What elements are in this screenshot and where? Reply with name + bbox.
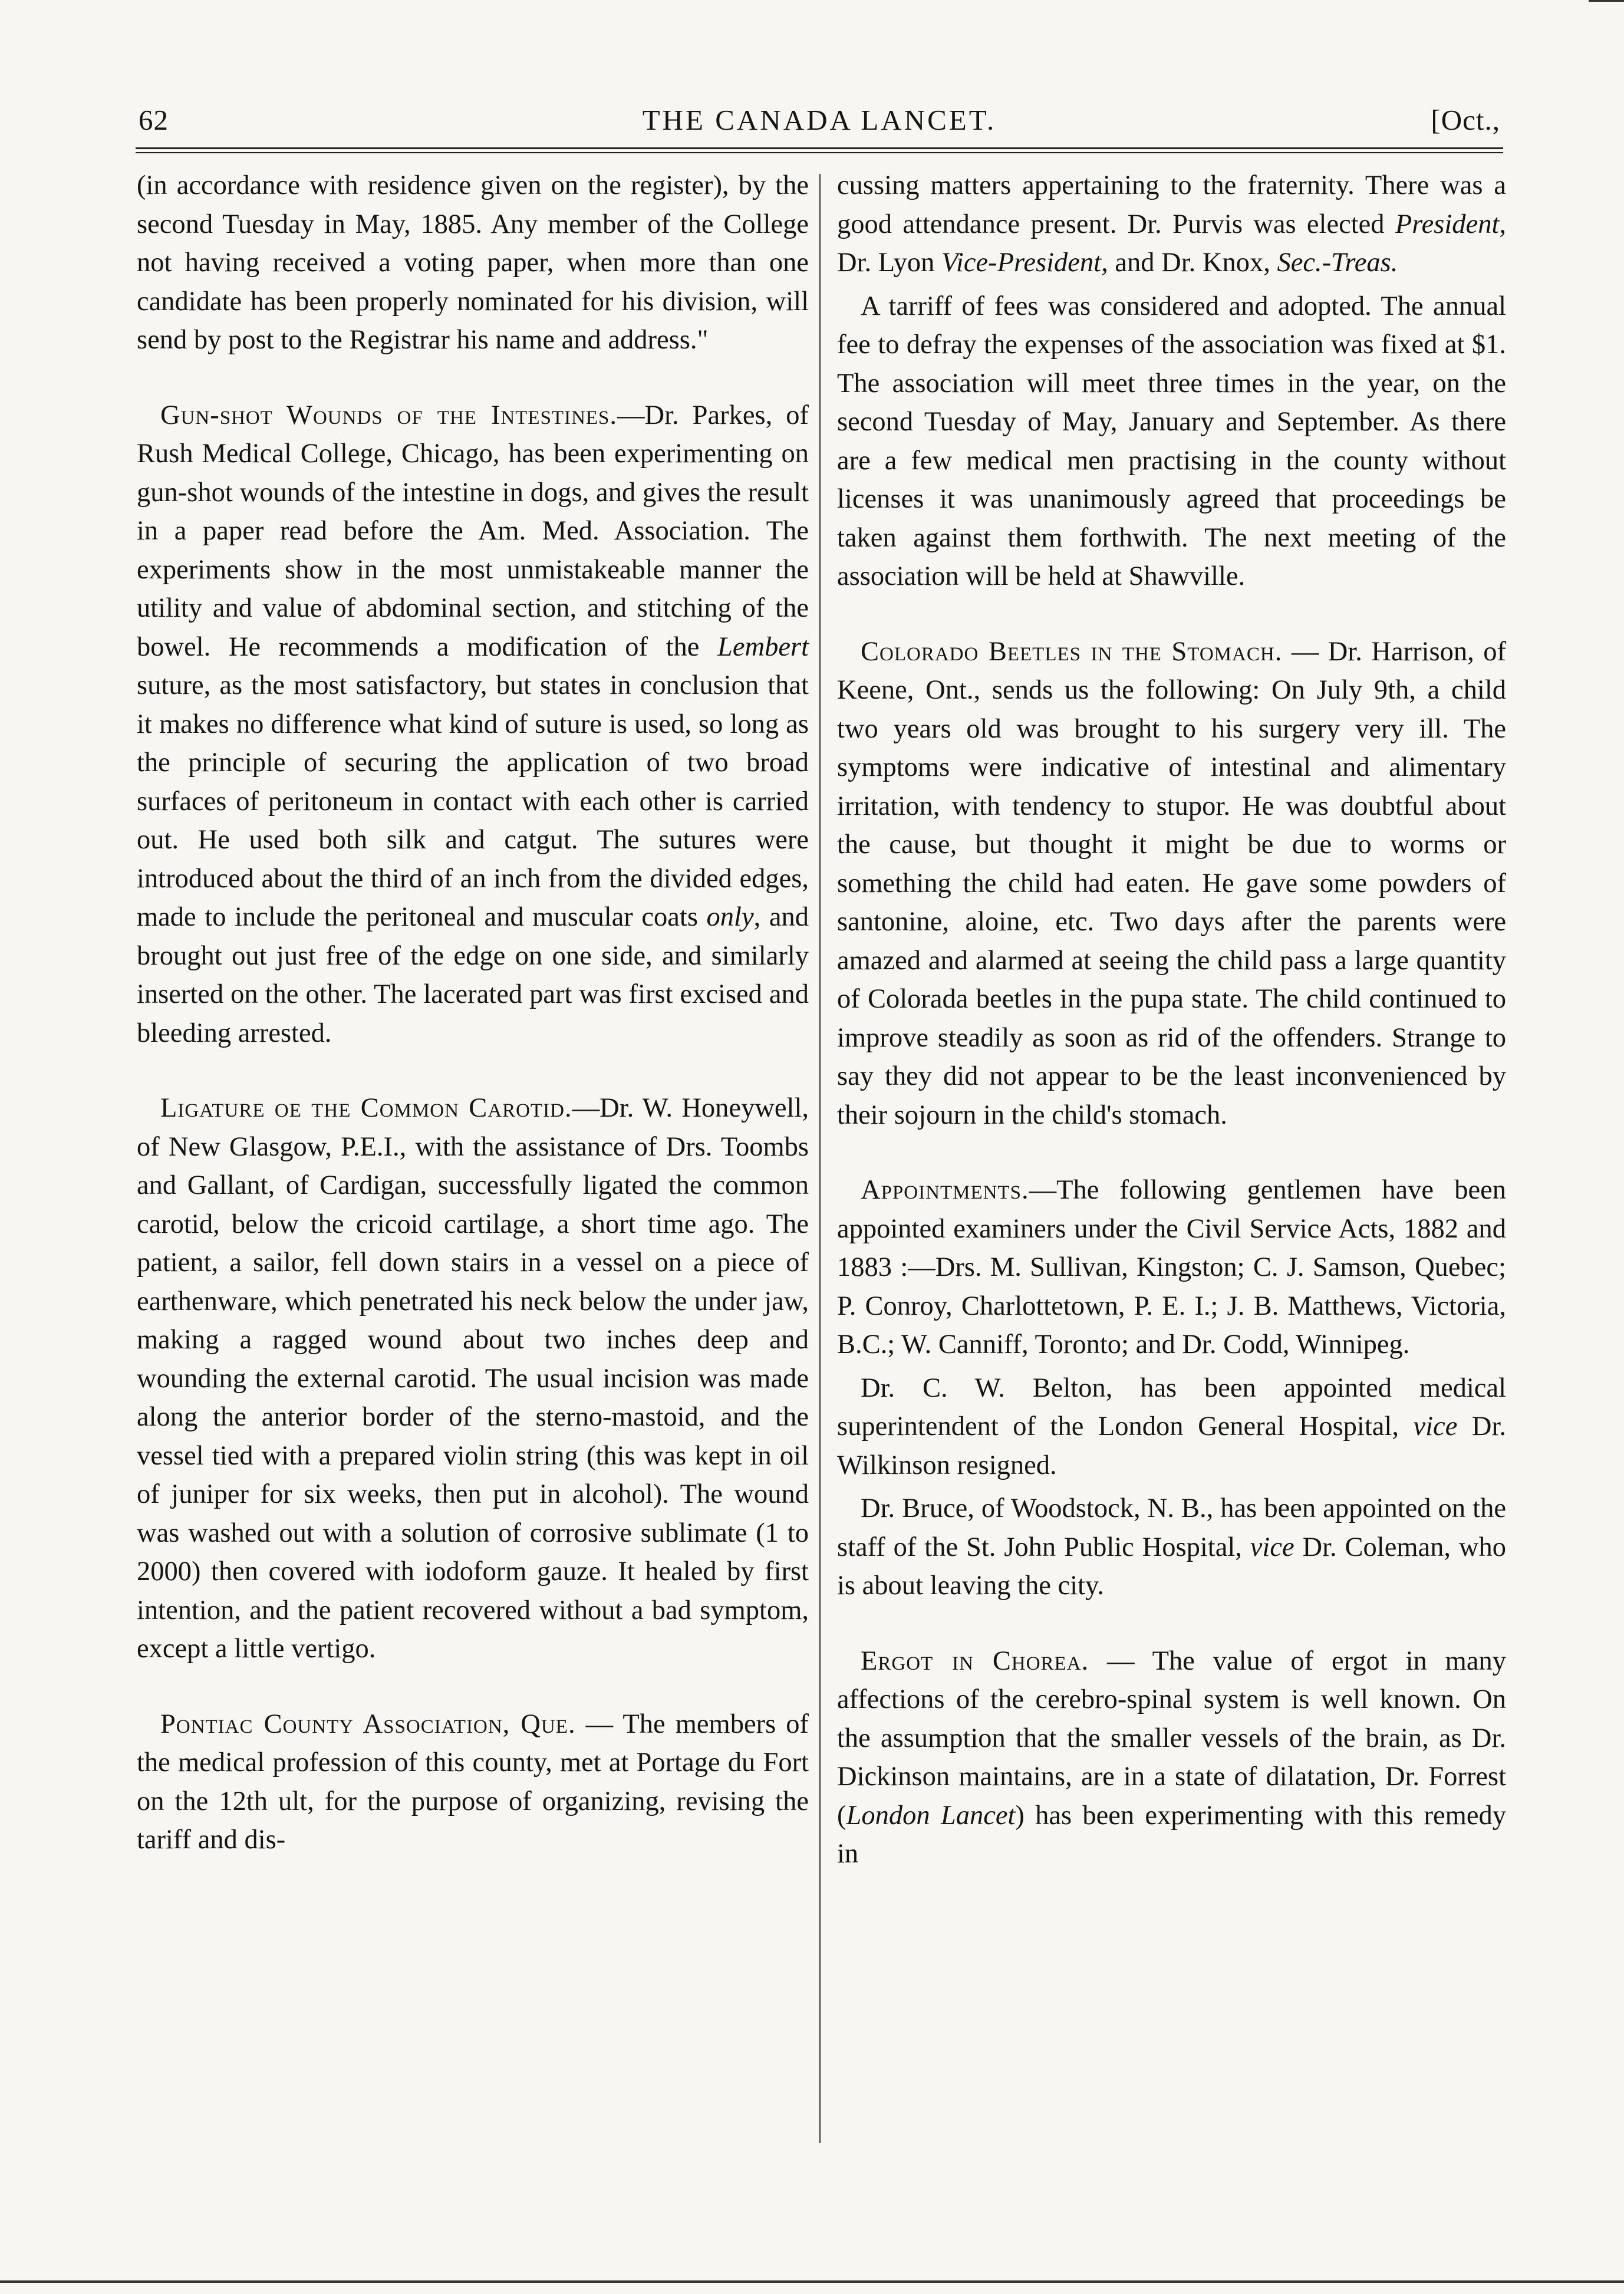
tariff-paragraph: A tarriff of fees was considered and adopted. The annual fee to defray the expenses of the association was fixed at $1. The association will meet three times in the year, on the second Tuesday of May, January and September. As there are a few medical men practising in the county without licenses it was unanimously agreed that proceedings be taken against them forthwith. The next meeting of the association will be held at Shawville. <box>837 291 1506 591</box>
article-heading: Pontiac County Association, Que. <box>160 1709 576 1739</box>
journal-title: THE CANADA LANCET. <box>642 104 997 136</box>
header-rule <box>136 147 1503 153</box>
article-heading: Ergot in Chorea. <box>861 1645 1089 1676</box>
article-ligature-carotid: Ligature oe the Common Carotid.—Dr. W. Honeywell, of New Glasgow, P.E.I., with the assistance of Drs. Toombs and Gallant, of Cardigan, successfully ligated the common carotid, below the cricoid cartilage, a short time ago. The patient, a sailor, fell down stairs in a vessel on a piece of earthenware, which penetrated his neck below the under jaw, making a ragged wound about two inches deep and wounding the external carotid. The usual incision was made along the anterior border of the sterno-mastoid, and the vessel tied with a prepared violin string (this was kept in oil of juniper for six weeks, then put in alcohol). The wound was washed out with a solution of corrosive sublimate (1 to 2000) then covered with iodoform gauze. It healed by first intention, and the patient recovered without a bad symptom, except a little vertigo. <box>137 1093 809 1664</box>
bruce-paragraph: Dr. Bruce, of Woodstock, N. B., has been appointed on the staff of the St. John Public Hospital, vice Dr. Coleman, who is about leaving the city. <box>837 1493 1506 1601</box>
column-divider <box>819 174 821 2143</box>
scan-bottom-edge <box>0 2280 1624 2283</box>
article-heading: Gun-shot Wounds of the Intestines. <box>160 400 618 430</box>
article-appointments: Appointments.—The following gentlemen have been appointed examiners under the Civil Service Acts, 1882 and 1883 :—Drs. M. Sullivan, Kingston; C. J. Samson, Quebec; P. Conroy, Charlottetown, P. E. I.; J. B. Matthews, Victoria, B.C.; W. Canniff, Toronto; and Dr. Codd, Winnipeg. <box>837 1175 1506 1360</box>
page-number: 62 <box>139 104 169 136</box>
article-gunshot-wounds: Gun-shot Wounds of the Intestines.—Dr. Parkes, of Rush Medical College, Chicago, has been experimenting on gun-shot wounds of the intestine in dogs, and gives the result in a paper read before the Am. Med. Association. The experiments show in the most unmistakeable manner the utility and value of abdominal section, and stitching of the bowel. He recommends a modification of the Lembert suture, as the most satisfactory, but states in conclusion that it makes no difference what kind of suture is used, so long as the principle of securing the application of two broad surfaces of peritoneum in contact with each other is carried out. He used both silk and catgut. The sutures were introduced about the third of an inch from the divided edges, made to include the peritoneal and muscular coats only, and brought out just free of the edge on one side, and similarly inserted on the other. The lacerated part was first excised and bleeding arrested. <box>137 400 809 1048</box>
continued-paragraph: (in accordance with residence given on the register), by the second Tuesday in May, 1885. Any member of the College not having received a voting paper, when more than one candidate has been properly nominated for his division, will send by post to the Registrar his name and address." <box>137 170 809 355</box>
article-heading: Appointments. <box>861 1175 1029 1205</box>
article-heading: Colorado Beetles in the Stomach. <box>861 636 1283 667</box>
article-heading: Ligature oe the Common Carotid. <box>160 1093 572 1123</box>
left-column <box>137 166 809 1859</box>
continued-paragraph: cussing matters appertaining to the fraternity. There was a good attendance present. Dr. Purvis was elected President, Dr. Lyon Vice-President, and Dr. Knox, Sec.-Treas. <box>837 170 1506 278</box>
scan-corner-mark <box>1589 0 1624 2</box>
article-ergot-chorea: Ergot in Chorea. — The value of ergot in many affections of the cerebro-spinal system is well known. On the assumption that the smaller vessels of the brain, as Dr. Dickinson maintains, are in a state of dilatation, Dr. Forrest (London Lancet) has been experimenting with this remedy in <box>837 1645 1506 1869</box>
issue-month: [Oct., <box>1431 104 1500 136</box>
article-pontiac-association: Pontiac County Association, Que. — The members of the medical profession of this county, met at Portage du Fort on the 12th ult, for the purpose of organizing, revising the tariff and dis- <box>137 1709 809 1855</box>
running-header <box>139 103 1500 144</box>
article-colorado-beetles: Colorado Beetles in the Stomach. — Dr. Harrison, of Keene, Ont., sends us the following: On July 9th, a child two years old was brought to his surgery very ill. The symptoms were indicative of intestinal and alimentary irritation, with tendency to stupor. He was doubtful about the cause, but thought it might be due to worms or something the child had eaten. He gave some powders of santonine, aloine, etc. Two days after the parents were amazed and alarmed at seeing the child pass a large quantity of Colorada beetles in the pupa state. The child continued to improve steadily as soon as rid of the offenders. Strange to say they did not appear to be the least inconvenienced by their sojourn in the child's stomach. <box>837 636 1506 1130</box>
belton-paragraph: Dr. C. W. Belton, has been appointed medical superintendent of the London General Hospital, vice Dr. Wilkinson resigned. <box>837 1373 1506 1480</box>
right-column <box>837 166 1506 1874</box>
